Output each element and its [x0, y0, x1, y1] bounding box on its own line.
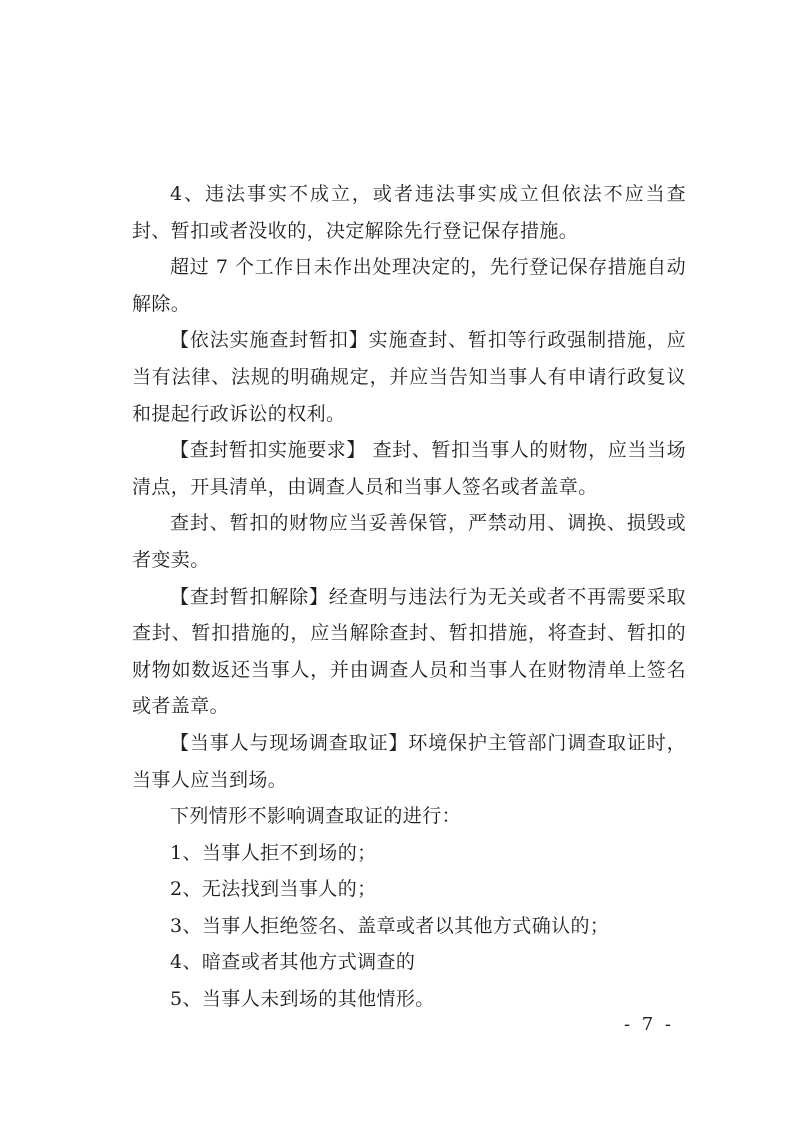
body-text — [132, 176, 686, 1018]
paragraph-4: 【查封暂扣实施要求】 查封、暂扣当事人的财物，应当当场清点，开具清单，由调查人员和当事人签名或者盖章。 — [132, 439, 686, 498]
list-item-3: 3、当事人拒绝签名、盖章或者以其他方式确认的； — [170, 914, 610, 937]
paragraph-1: 4、违法事实不成立，或者违法事实成立但依法不应当查封、暂扣或者没收的，决定解除先行登记保存措施。 — [132, 183, 686, 242]
paragraph-5: 查封、暂扣的财物应当妥善保管，严禁动用、调换、损毁或者变卖。 — [132, 512, 686, 571]
paragraph-8: 下列情形不影响调查取证的进行： — [170, 805, 462, 828]
paragraph-3: 【依法实施查封暂扣】实施查封、暂扣等行政强制措施，应当有法律、法规的明确规定，并应当告知当事人有申请行政复议和提起行政诉讼的权利。 — [132, 329, 686, 425]
list-item-1: 1、当事人拒不到场的； — [170, 841, 377, 864]
paragraph-2: 超过 7 个工作日未作出处理决定的，先行登记保存措施自动解除。 — [132, 256, 686, 315]
paragraph-7: 【当事人与现场调查取证】环境保护主管部门调查取证时，当事人应当到场。 — [132, 731, 686, 791]
list-item-2: 2、无法找到当事人的； — [170, 878, 377, 901]
list-item-5: 5、当事人未到场的其他情形。 — [170, 988, 435, 1011]
paragraph-6: 【查封暂扣解除】经查明与违法行为无关或者不再需要采取查封、暂扣措施的，应当解除查封、暂扣措施，将查封、暂扣的财物如数返还当事人，并由调查人员和当事人在财物清单上签名或者盖章。 — [132, 585, 686, 718]
page-number: - 7 - — [623, 1014, 674, 1035]
list-item-4: 4、暗查或者其他方式调查的 — [170, 951, 416, 974]
